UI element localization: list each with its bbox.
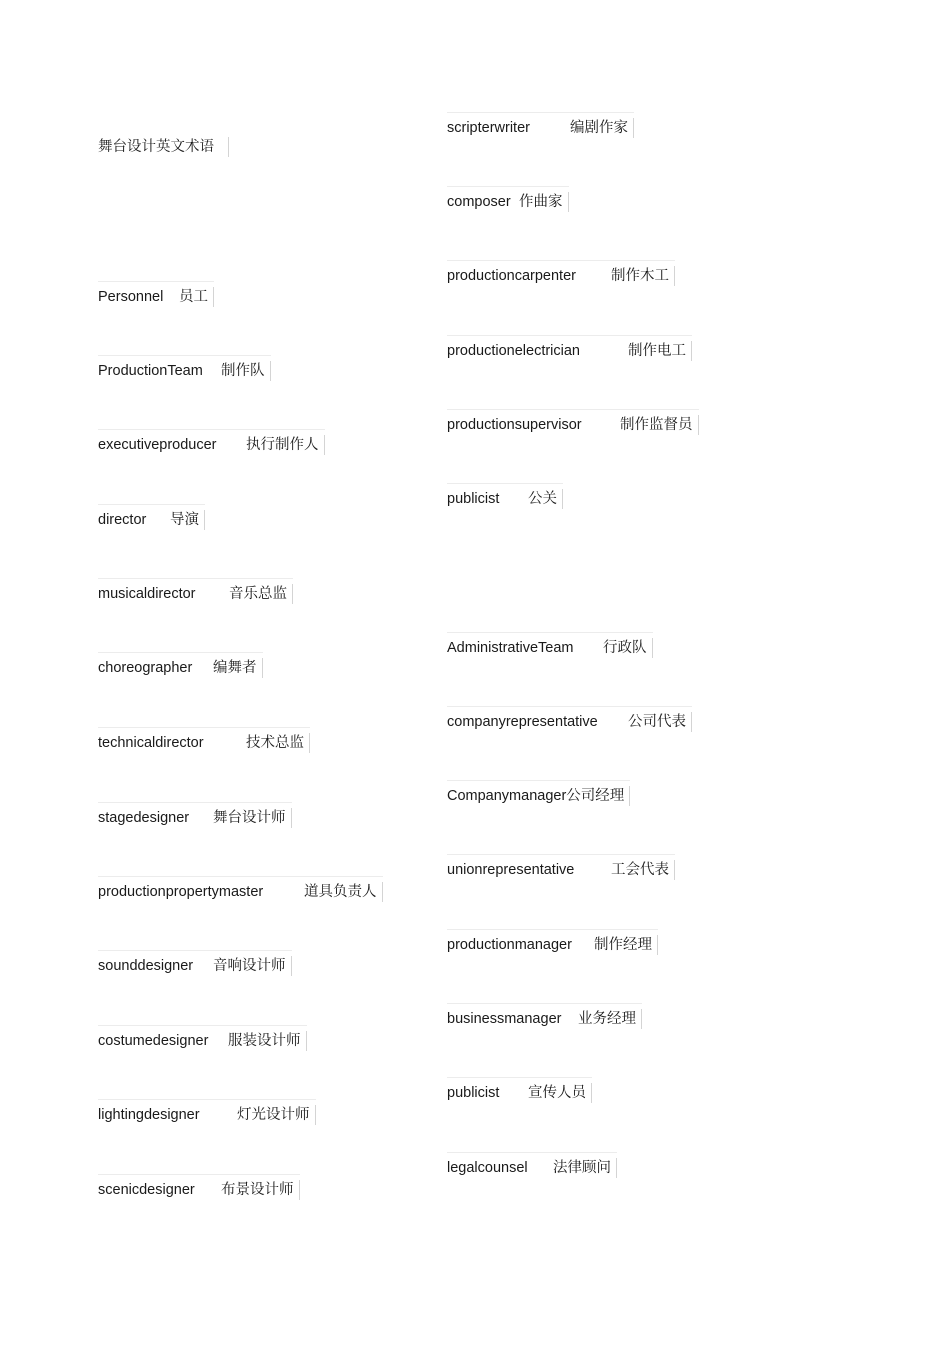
term-english: ProductionTeam	[98, 363, 203, 379]
term-entry-business-manager	[447, 1009, 642, 1029]
term-english: productionpropertymaster	[98, 884, 264, 900]
entry-rule	[98, 1174, 300, 1175]
term-entry-director	[98, 510, 205, 530]
entry-rule	[98, 429, 325, 430]
entry-rule	[98, 504, 205, 505]
term-english: composer	[447, 194, 511, 210]
term-chinese: 制作电工	[628, 341, 692, 361]
entry-rule	[447, 186, 569, 187]
term-entry-scenic-designer	[98, 1180, 300, 1200]
term-english: technicaldirector	[98, 735, 204, 751]
entry-rule	[447, 483, 563, 484]
entry-rule	[447, 112, 634, 113]
term-english: businessmanager	[447, 1011, 562, 1027]
term-english: productionelectrician	[447, 343, 580, 359]
entry-rule	[447, 706, 692, 707]
term-english: choreographer	[98, 660, 193, 676]
entry-rule	[98, 876, 383, 877]
term-chinese: 编舞者	[213, 658, 263, 678]
term-entry-stage-designer	[98, 808, 292, 828]
entry-rule	[447, 260, 675, 261]
term-english: executiveproducer	[98, 437, 217, 453]
term-english: director	[98, 512, 147, 528]
term-entry-company-representative	[447, 712, 692, 732]
term-english: productioncarpenter	[447, 268, 576, 284]
term-chinese: 技术总监	[246, 733, 310, 753]
entry-rule	[447, 409, 699, 410]
entry-rule	[98, 802, 292, 803]
entry-rule	[98, 578, 293, 579]
entry-rule	[447, 780, 630, 781]
term-english: Personnel	[98, 289, 164, 305]
term-chinese: 道具负责人	[304, 882, 383, 902]
term-chinese: 公司代表	[628, 712, 692, 732]
entry-rule	[98, 727, 310, 728]
term-entry-production-manager	[447, 935, 658, 955]
term-entry-publicist	[447, 489, 563, 509]
term-entry-publicist-2	[447, 1083, 592, 1103]
term-chinese: 作曲家	[519, 192, 569, 212]
term-entry-union-representative	[447, 860, 675, 880]
term-chinese: 制作经理	[594, 935, 658, 955]
term-english: stagedesigner	[98, 810, 190, 826]
term-english: Companymanager	[447, 788, 567, 804]
term-english: musicaldirector	[98, 586, 196, 602]
term-entry-production-property-master	[98, 882, 383, 902]
term-chinese: 导演	[170, 510, 205, 530]
term-entry-scripterwriter	[447, 118, 634, 138]
term-entry-production-electrician	[447, 341, 692, 361]
term-english: productionmanager	[447, 937, 572, 953]
term-chinese: 音乐总监	[229, 584, 293, 604]
term-entry-personnel	[98, 287, 214, 307]
term-entry-musical-director	[98, 584, 293, 604]
term-chinese: 制作木工	[611, 266, 675, 286]
term-entry-company-manager	[447, 786, 630, 806]
term-english: scripterwriter	[447, 120, 530, 136]
entry-rule	[447, 1152, 617, 1153]
term-entry-technical-director	[98, 733, 310, 753]
term-chinese: 执行制作人	[246, 435, 325, 455]
term-english: unionrepresentative	[447, 862, 575, 878]
term-chinese: 业务经理	[578, 1009, 642, 1029]
term-chinese: 公关	[528, 489, 563, 509]
term-chinese: 行政队	[603, 638, 653, 658]
term-chinese: 制作监督员	[620, 415, 699, 435]
term-chinese: 宣传人员	[528, 1083, 592, 1103]
term-chinese: 员工	[179, 287, 214, 307]
term-chinese: 灯光设计师	[237, 1105, 316, 1125]
entry-rule	[98, 281, 214, 282]
term-english: AdministrativeTeam	[447, 640, 574, 656]
entry-rule	[98, 950, 292, 951]
term-entry-production-supervisor	[447, 415, 699, 435]
term-english: scenicdesigner	[98, 1182, 195, 1198]
term-entry-costume-designer	[98, 1031, 307, 1051]
term-chinese: 法律顾问	[553, 1158, 617, 1178]
term-chinese: 布景设计师	[221, 1180, 300, 1200]
entry-rule	[447, 854, 675, 855]
term-chinese: 编剧作家	[570, 118, 634, 138]
entry-rule	[447, 1003, 642, 1004]
term-english: publicist	[447, 491, 500, 507]
term-chinese: 音响设计师	[213, 956, 292, 976]
entry-rule	[98, 1099, 316, 1100]
term-english: lightingdesigner	[98, 1107, 200, 1123]
term-english: legalcounsel	[447, 1160, 528, 1176]
term-chinese: 舞台设计师	[213, 808, 292, 828]
term-english: costumedesigner	[98, 1033, 209, 1049]
term-entry-executive-producer	[98, 435, 325, 455]
term-entry-composer	[447, 192, 569, 212]
entry-rule	[447, 1077, 592, 1078]
term-entry-lighting-designer	[98, 1105, 316, 1125]
entry-rule	[447, 929, 658, 930]
entry-rule	[447, 335, 692, 336]
term-english: sounddesigner	[98, 958, 194, 974]
term-entry-choreographer	[98, 658, 263, 678]
entry-rule	[98, 355, 271, 356]
term-chinese: 公司经理	[566, 786, 630, 806]
term-entry-production-team	[98, 361, 271, 381]
term-chinese: 工会代表	[611, 860, 675, 880]
term-english: productionsupervisor	[447, 417, 582, 433]
term-entry-sound-designer	[98, 956, 292, 976]
term-entry-legal-counsel	[447, 1158, 617, 1178]
entry-rule	[98, 1025, 307, 1026]
term-entry-production-carpenter	[447, 266, 675, 286]
term-chinese: 制作队	[221, 361, 271, 381]
term-entry-administrative-team	[447, 638, 653, 658]
entry-rule	[98, 652, 263, 653]
term-chinese: 服装设计师	[228, 1031, 307, 1051]
page-title: 舞台设计英文术语	[98, 137, 229, 157]
term-english: companyrepresentative	[447, 714, 598, 730]
term-english: publicist	[447, 1085, 500, 1101]
entry-rule	[447, 632, 653, 633]
